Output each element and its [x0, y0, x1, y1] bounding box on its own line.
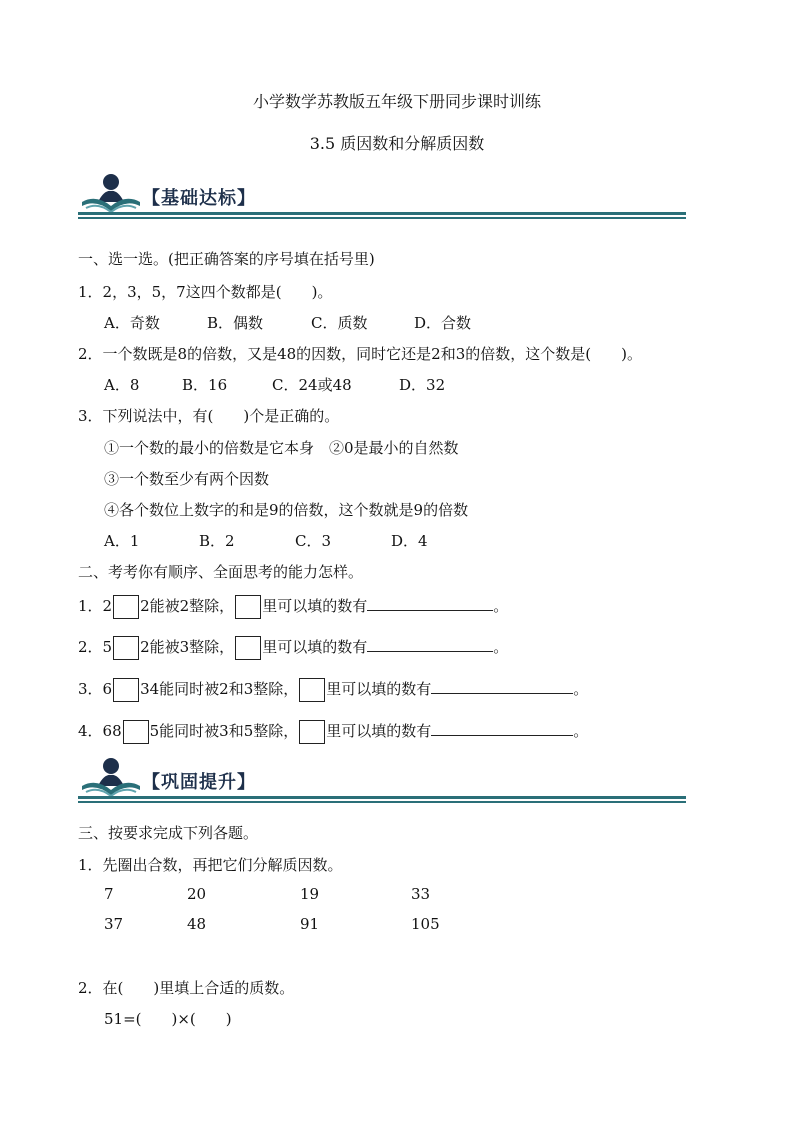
- q2-option-c: C．24或48: [272, 376, 352, 394]
- fill-item-4: [78, 720, 588, 744]
- number-item[interactable]: 91: [300, 915, 320, 933]
- q3-statement-4: ④各个数位上数字的和是9的倍数，这个数就是9的倍数: [104, 501, 469, 519]
- number-item[interactable]: 37: [104, 915, 124, 933]
- digit-prefix: 5: [102, 638, 113, 656]
- q3-option-b: B．2: [199, 532, 235, 550]
- divider: [78, 212, 686, 215]
- item-number: 4．: [78, 722, 103, 740]
- q1-option-a: A．奇数: [104, 314, 160, 332]
- q3-option-c: C．3: [295, 532, 332, 550]
- answer-blank[interactable]: [431, 679, 573, 694]
- item-prompt: 里可以填的数有: [326, 680, 432, 698]
- item-prompt: 里可以填的数有: [262, 597, 368, 615]
- digit-prefix: 2: [102, 597, 113, 615]
- section-banner-consolidate: [78, 756, 686, 812]
- page-subtitle: 3.5 质因数和分解质因数: [309, 134, 485, 153]
- reader-book-icon: [78, 756, 142, 800]
- section-banner-label: 【巩固提升】: [142, 772, 256, 793]
- q1-option-c: C．质数: [311, 314, 368, 332]
- q3-stem: 3．下列说法中，有( )个是正确的。: [78, 407, 340, 425]
- item-condition: 5能同时被3和5整除，: [149, 722, 299, 740]
- section-banner-basic: [78, 172, 686, 228]
- answer-box-ref: [235, 636, 261, 660]
- part3-heading: 三、按要求完成下列各题。: [78, 824, 259, 842]
- q1-option-d: D．合数: [414, 314, 472, 332]
- number-item[interactable]: 105: [411, 915, 440, 933]
- q3-option-a: A．1: [104, 532, 140, 550]
- item-condition: 2能被3整除，: [140, 638, 235, 656]
- q2-option-a: A．8: [104, 376, 140, 394]
- answer-box-ref: [299, 678, 325, 702]
- answer-box[interactable]: [113, 636, 139, 660]
- fill-item-1: [78, 595, 508, 619]
- answer-blank[interactable]: [367, 596, 493, 611]
- page-title: 小学数学苏教版五年级下册同步课时训练: [252, 92, 541, 111]
- answer-box-ref: [235, 595, 261, 619]
- q3-statement-3: ③一个数至少有两个因数: [104, 470, 270, 488]
- p3-q1-stem: 1．先圈出合数，再把它们分解质因数。: [78, 856, 343, 874]
- answer-blank[interactable]: [431, 721, 573, 736]
- p3-q2-stem: 2．在( )里填上合适的质数。: [78, 979, 295, 997]
- item-end: 。: [573, 722, 589, 740]
- item-number: 2．: [78, 638, 103, 656]
- q1-stem: 1．2，3，5，7这四个数都是( )。: [78, 283, 333, 301]
- answer-box[interactable]: [113, 595, 139, 619]
- number-item[interactable]: 48: [187, 915, 207, 933]
- answer-box[interactable]: [123, 720, 149, 744]
- answer-blank[interactable]: [367, 637, 493, 652]
- section-banner-label: 【基础达标】: [142, 188, 256, 209]
- q2-option-b: B．16: [182, 376, 228, 394]
- item-number: 3．: [78, 680, 103, 698]
- item-end: 。: [493, 597, 509, 615]
- q2-option-d: D．32: [399, 376, 446, 394]
- item-end: 。: [493, 638, 509, 656]
- divider: [78, 796, 686, 799]
- item-condition: 2能被2整除，: [140, 597, 235, 615]
- divider: [78, 801, 686, 803]
- q2-stem: 2．一个数既是8的倍数，又是48的因数，同时它还是2和3的倍数，这个数是( )。: [78, 345, 642, 363]
- item-prompt: 里可以填的数有: [326, 722, 432, 740]
- digit-prefix: 6: [102, 680, 113, 698]
- q3-statement-1: ①一个数的最小的倍数是它本身 ②0是最小的自然数: [104, 439, 459, 457]
- item-prompt: 里可以填的数有: [262, 638, 368, 656]
- divider: [78, 217, 686, 219]
- number-item[interactable]: 20: [187, 885, 207, 903]
- part2-heading: 二、考考你有顺序、全面思考的能力怎样。: [78, 563, 364, 581]
- digit-prefix: 68: [102, 722, 122, 740]
- item-end: 。: [573, 680, 589, 698]
- item-number: 1．: [78, 597, 103, 615]
- q1-option-b: B．偶数: [207, 314, 264, 332]
- number-item[interactable]: 19: [300, 885, 320, 903]
- fill-item-3: [78, 678, 588, 702]
- answer-box[interactable]: [113, 678, 139, 702]
- part1-heading: 一、选一选。(把正确答案的序号填在括号里): [78, 250, 375, 268]
- fill-item-2: [78, 636, 508, 660]
- item-condition: 34能同时被2和3整除，: [140, 680, 299, 698]
- p3-q2-equation[interactable]: 51=( )×( ): [104, 1010, 232, 1028]
- reader-book-icon: [78, 172, 142, 216]
- answer-box-ref: [299, 720, 325, 744]
- number-item[interactable]: 7: [104, 885, 114, 903]
- number-item[interactable]: 33: [411, 885, 431, 903]
- q3-option-d: D．4: [391, 532, 428, 550]
